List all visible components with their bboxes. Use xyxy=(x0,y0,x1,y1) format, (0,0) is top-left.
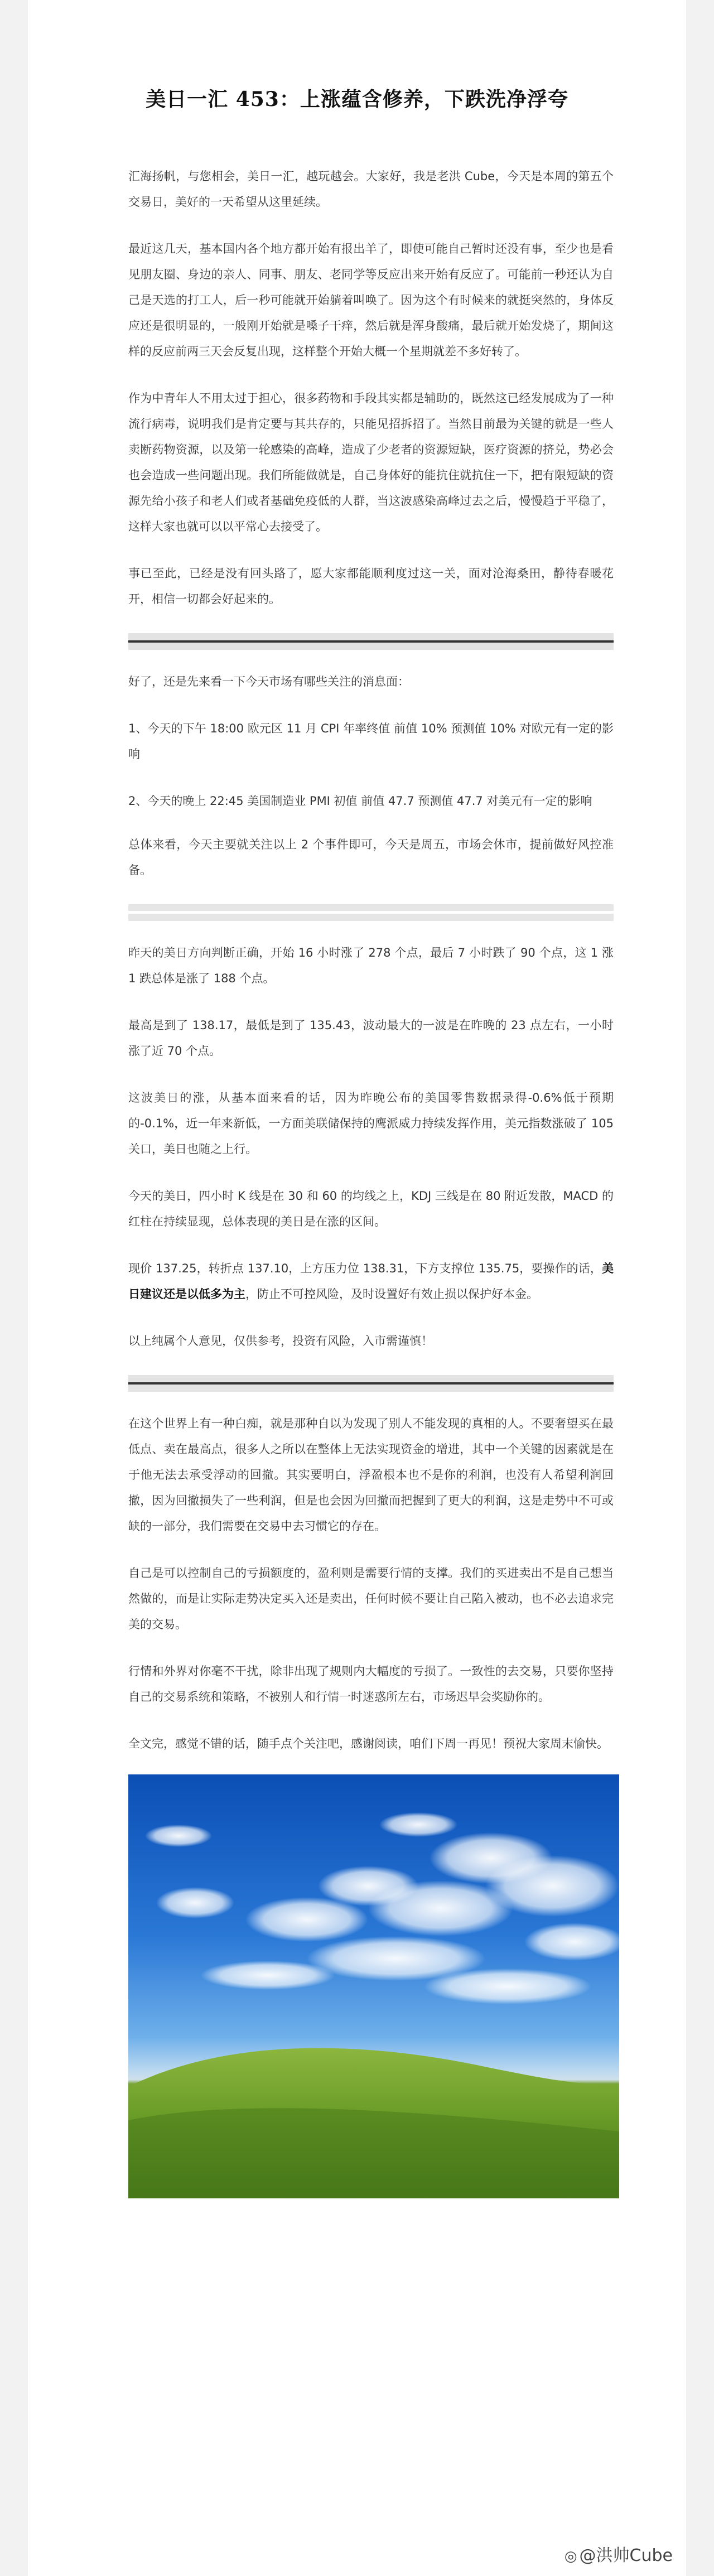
watermark-text: @洪帅Cube xyxy=(579,2546,673,2565)
intro-paragraph: 汇海扬帆，与您相会，美日一汇，越玩越会。大家好，我是老洪 Cube，今天是本周的第五个交易日，美好的一天希望从这里延续。 xyxy=(128,170,614,209)
article-title: 美日一汇 453：上涨蕴含修养，下跌洗净浮夸 xyxy=(146,88,568,111)
trading-plan xyxy=(128,1256,614,1307)
landscape-image xyxy=(128,1774,619,2198)
intro-paragraph: 最近这几天，基本国内各个地方都开始有报出羊了，即使可能自己暂时还没有事，至少也是看见朋友圈、身边的亲人、同事、朋友、老同学等反应出来开始有反应了。可能前一秒还认为自己是天选的打工人，后一秒可能就开始躺着叫唤了。因为这个有时候来的就挺突然的，身体反应还是很明显的，一般刚开始就是嗓子干痒，然后就是浑身酸痛，最后就开始发烧了，期间这样的反应前两三天会反复出现，这样整个开始大概一个星期就差不多好转了。 xyxy=(128,242,614,358)
event-item: 1、今天的下午 18:00 欧元区 11 月 CPI 年率终值 前值 10% 预测值 10% 对欧元有一定的影响 xyxy=(128,722,614,761)
trading-plan-text: ，防止不可控风险，及时设置好有效止损以保护好本金。 xyxy=(245,1287,538,1301)
analysis-paragraph: 这波美日的涨，从基本面来看的话，因为昨晚公布的美国零售数据录得-0.6%低于预期的-0.1%，近一年来新低，一方面美联储保持的鹰派威力持续发挥作用，美元指数涨破了 105 关口，美日也随之上行。 xyxy=(128,1091,614,1156)
closing-paragraph: 自己是可以控制自己的亏损额度的，盈利则是需要行情的支撑。我们的买进卖出不是自己想当然做的，而是让实际走势决定买入还是卖出，任何时候不要让自己陷入被动，也不必去追求完美的交易。 xyxy=(128,1566,614,1631)
closing-paragraph: 在这个世界上有一种白痴，就是那种自以为发现了别人不能发现的真相的人。不要奢望买在最低点、卖在最高点，很多人之所以在整体上无法实现资金的增进，其中一个关键的因素就是在于他无法去承受浮动的回撤。其实要明白，浮盈根本也不是你的利润，也没有人希望利润回撤，因为回撤损失了一些利润，但是也会因为回撤而把握到了更大的利润，这是走势中不可或缺的一部分，我们需要在交易中去习惯它的存在。 xyxy=(128,1417,614,1533)
analysis-paragraph: 今天的美日，四小时 K 线是在 30 和 60 的均线之上，KDJ 三线是在 80 附近发散，MACD 的红柱在持续显现，总体表现的美日是在涨的区间。 xyxy=(128,1189,614,1228)
events-intro: 好了，还是先来看一下今天市场有哪些关注的消息面： xyxy=(128,675,409,688)
closing-paragraph: 全文完，感觉不错的话，随手点个关注吧，感谢阅读，咱们下周一再见！预祝大家周末愉快。 xyxy=(128,1737,609,1750)
events-summary: 总体来看，今天主要就关注以上 2 个事件即可，今天是周五，市场会休市，提前做好风控准备。 xyxy=(128,838,614,877)
trading-plan-emphasis: 美日建议还是以低多为主 xyxy=(128,1262,614,1301)
analysis-paragraph: 昨天的美日方向判断正确，开始 16 小时涨了 278 个点，最后 7 小时跌了 90 个点，这 1 涨 1 跌总体是涨了 188 个点。 xyxy=(128,946,614,985)
section-divider xyxy=(128,633,614,650)
closing-paragraph: 行情和外界对你毫不干扰，除非出现了规则内大幅度的亏损了。一致性的去交易，只要你坚持自己的交易系统和策略，不被别人和行情一时迷惑所左右，市场迟早会奖励你的。 xyxy=(128,1665,614,1704)
disclaimer: 以上纯属个人意见，仅供参考，投资有风险，入市需谨慎！ xyxy=(128,1334,433,1348)
section-divider xyxy=(128,904,614,921)
section-divider xyxy=(128,1375,614,1392)
event-item: 2、今天的晚上 22:45 美国制造业 PMI 初值 前值 47.7 预测值 47.7 对美元有一定的影响 xyxy=(128,794,592,808)
author-watermark xyxy=(565,2541,673,2566)
landscape-illustration xyxy=(128,1774,619,2198)
analysis-paragraph: 最高是到了 138.17，最低是到了 135.43，波动最大的一波是在昨晚的 23 点左右，一小时涨了近 70 个点。 xyxy=(128,1019,614,1058)
weibo-icon: ◎ xyxy=(564,2548,577,2565)
intro-paragraph: 作为中青年人不用太过于担心，很多药物和手段其实都是辅助的，既然这已经发展成为了一种流行病毒，说明我们是肯定要与其共存的，只能见招拆招了。当然目前最为关键的就是一些人卖断药物资源，以及第一轮感染的高峰，造成了少老者的资源短缺，医疗资源的挤兑，势必会也会造成一些问题出现。我们所能做就是，自己身体好的能抗住就抗住一下，把有限短缺的资源先给小孩子和老人们或者基础免疫低的人群，当这波感染高峰过去之后，慢慢趋于平稳了，这样大家也就可以以平常心去接受了。 xyxy=(128,392,614,533)
trading-plan-text: 现价 137.25，转折点 137.10，上方压力位 138.31，下方支撑位 135.75，要操作的话， xyxy=(128,1262,602,1275)
article-page xyxy=(28,0,686,2576)
intro-paragraph: 事已至此，已经是没有回头路了，愿大家都能顺利度过这一关，面对沧海桑田，静待春暖花开，相信一切都会好起来的。 xyxy=(128,567,614,606)
article-body xyxy=(28,163,686,2198)
